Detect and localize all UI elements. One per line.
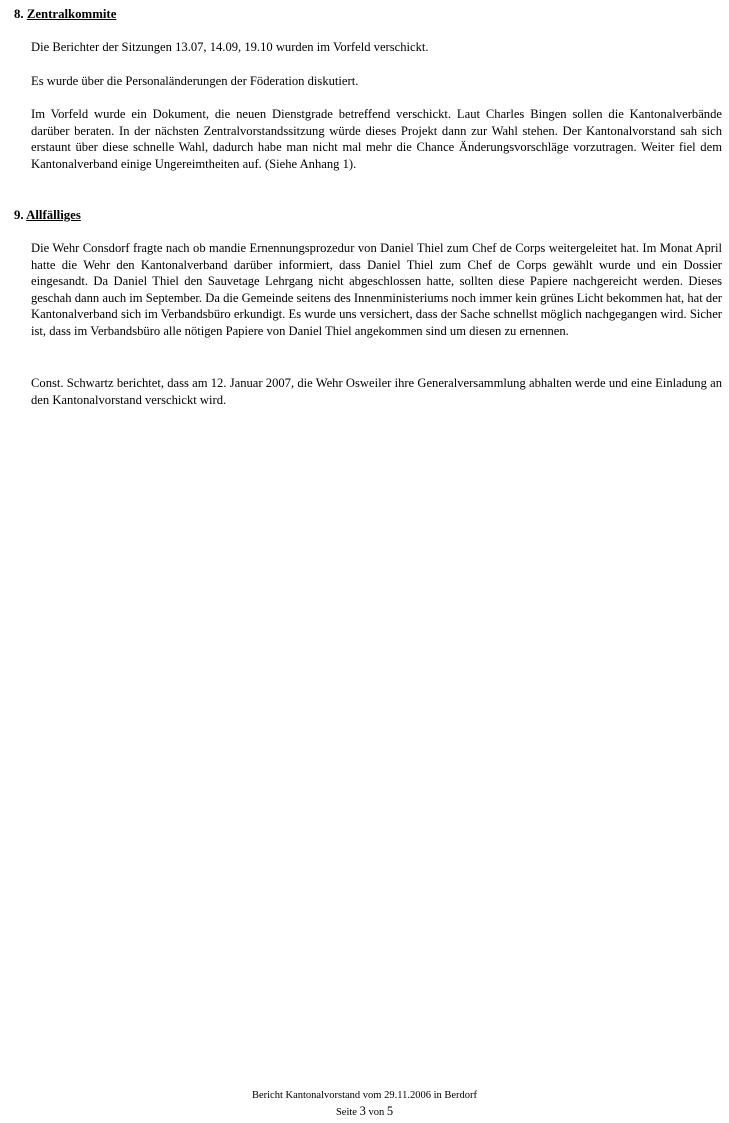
footer-page-number <box>0 1104 729 1120</box>
section-heading-allfaelliges <box>14 207 81 224</box>
paragraph: Const. Schwartz berichtet, dass am 12. Januar 2007, die Wehr Osweiler ihre Generalversammlung abhalten werde und eine Einladung an den Kantonalvorstand verschickt wird. <box>31 376 722 407</box>
paragraph: Es wurde über die Personaländerungen der Föderation diskutiert. <box>31 74 359 88</box>
section-heading-zentralkommite <box>14 6 116 23</box>
section-number: 9. <box>14 208 24 222</box>
paragraph: Die Berichter der Sitzungen 13.07, 14.09, 19.10 wurden im Vorfeld verschickt. <box>31 40 429 54</box>
paragraph: Die Wehr Consdorf fragte nach ob mandie Ernennungsprozedur von Daniel Thiel zum Chef de Corps weitergeleitet hat. Im Monat April hatte die Wehr den Kantonalverband darüber informiert, dass Daniel Thiel zum Chef de Corps gewählt wurde und ein Dossier eingesandt. Da Daniel Thiel den Sauvetage Lehrgang nicht abgeschlossen hatte, sollten diese Papiere nachgereicht werden. Dieses geschah dann auch im September. Da die Gemeinde seitens des Innenministeriums noch immer kein grünes Licht bekommen hat, hat der Kantonalverband sich im Verbandsbüro erkundigt. Es wurde uns versichert, dass der Sache schnellst möglich nachgegangen wird. Sicher ist, dass im Verbandsbüro alle nötigen Papiere von Daniel Thiel angekommen sind um diesen zu ernennen. <box>31 241 722 338</box>
section-number: 8. <box>14 7 24 21</box>
paragraph: Im Vorfeld wurde ein Dokument, die neuen Dienstgrade betreffend verschickt. Laut Charles Bingen sollen die Kantonalverbände darüber beraten. In der nächsten Zentralvorstandssitzung würde dieses Projekt dann zur Wahl stehen. Der Kantonalvorstand sah sich erstaunt über diese schnelle Wahl, dadurch habe man nicht mal mehr die Chance Änderungsvorschläge vorzutragen. Weiter fiel dem Kantonalverband einige Ungereimtheiten auf. (Siehe Anhang 1). <box>31 107 722 171</box>
page-of: von <box>368 1107 385 1118</box>
footer-report-line: Bericht Kantonalvorstand vom 29.11.2006 in Berdorf <box>251 1090 478 1101</box>
page-label: Seite <box>335 1107 357 1118</box>
section-title: Allfälliges <box>26 208 81 222</box>
page-total: 5 <box>386 1104 394 1118</box>
section-title: Zentralkommite <box>26 7 117 21</box>
page-current: 3 <box>359 1104 366 1118</box>
